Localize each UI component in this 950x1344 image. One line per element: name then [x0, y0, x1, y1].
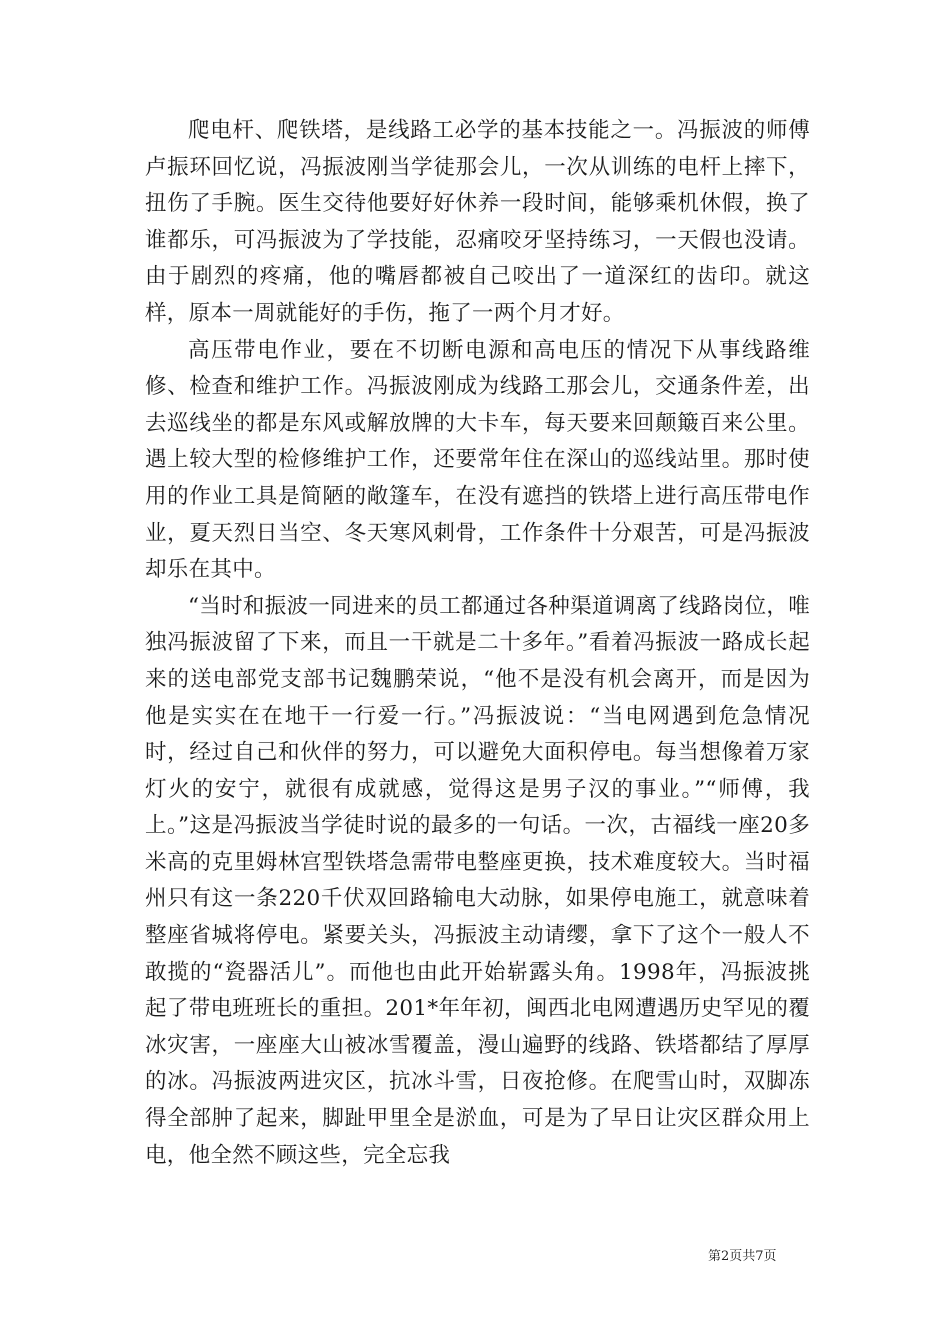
paragraph-2: 高压带电作业，要在不切断电源和高电压的情况下从事线路维修、检查和维护工作。冯振波刚成为线路工那会儿，交通条件差，出去巡线坐的都是东风或解放牌的大卡车，每天要来回颠簸百来公里。遇上较大型的检修维护工作，还要常年住在深山的巡线站里。那时使用的作业工具是简陋的敞篷车，在没有遮挡的铁塔上进行高压带电作业，夏天烈日当空、冬天寒风刺骨，工作条件十分艰苦，可是冯振波却乐在其中。	[145, 337, 810, 583]
page-number-footer: 第2页共7页	[708, 1249, 777, 1264]
paragraph-3: “当时和振波一同进来的员工都通过各种渠道调离了线路岗位，唯独冯振波留了下来，而且一干就是二十多年。”看着冯振波一路成长起来的送电部党支部书记魏鹏荣说，“他不是没有机会离开，而是因为他是实实在在地干一行爱一行。”冯振波说：“当电网遇到危急情况时，经过自己和伙伴的努力，可以避免大面积停电。每当想像着万家灯火的安宁，就很有成就感，觉得这是男子汉的事业。”“师傅，我上。”这是冯振波当学徒时说的最多的一句话。一次，古福线一座20多米高的克里姆林宫型铁塔急需带电整座更换，技术难度较大。当时福州只有这一条220千伏双回路输电大动脉，如果停电施工，就意味着整座省城将停电。紧要关头，冯振波主动请缨，拿下了这个一般人不敢揽的“瓷器活儿”。而他也由此开始崭露头角。1998年，冯振波挑起了带电班班长的重担。201*年年初，闽西北电网遭遇历史罕见的覆冰灾害，一座座大山被冰雪覆盖，漫山遍野的线路、铁塔都结了厚厚的冰。冯振波两进灾区，抗冰斗雪，日夜抢修。在爬雪山时，双脚冻得全部肿了起来，脚趾甲里全是淤血，可是为了早日让灾区群众用上电，他全然不顾这些，完全忘我	[145, 593, 810, 1168]
paragraph-1: 爬电杆、爬铁塔，是线路工必学的基本技能之一。冯振波的师傅卢振环回忆说，冯振波刚当学徒那会儿，一次从训练的电杆上摔下，扭伤了手腕。医生交待他要好好休养一段时间，能够乘机休假，换了谁都乐，可冯振波为了学技能，忍痛咬牙坚持练习，一天假也没请。由于剧烈的疼痛，他的嘴唇都被自己咬出了一道深红的齿印。就这样，原本一周就能好的手伤，拖了一两个月才好。	[145, 118, 810, 326]
document-body	[145, 113, 810, 1174]
